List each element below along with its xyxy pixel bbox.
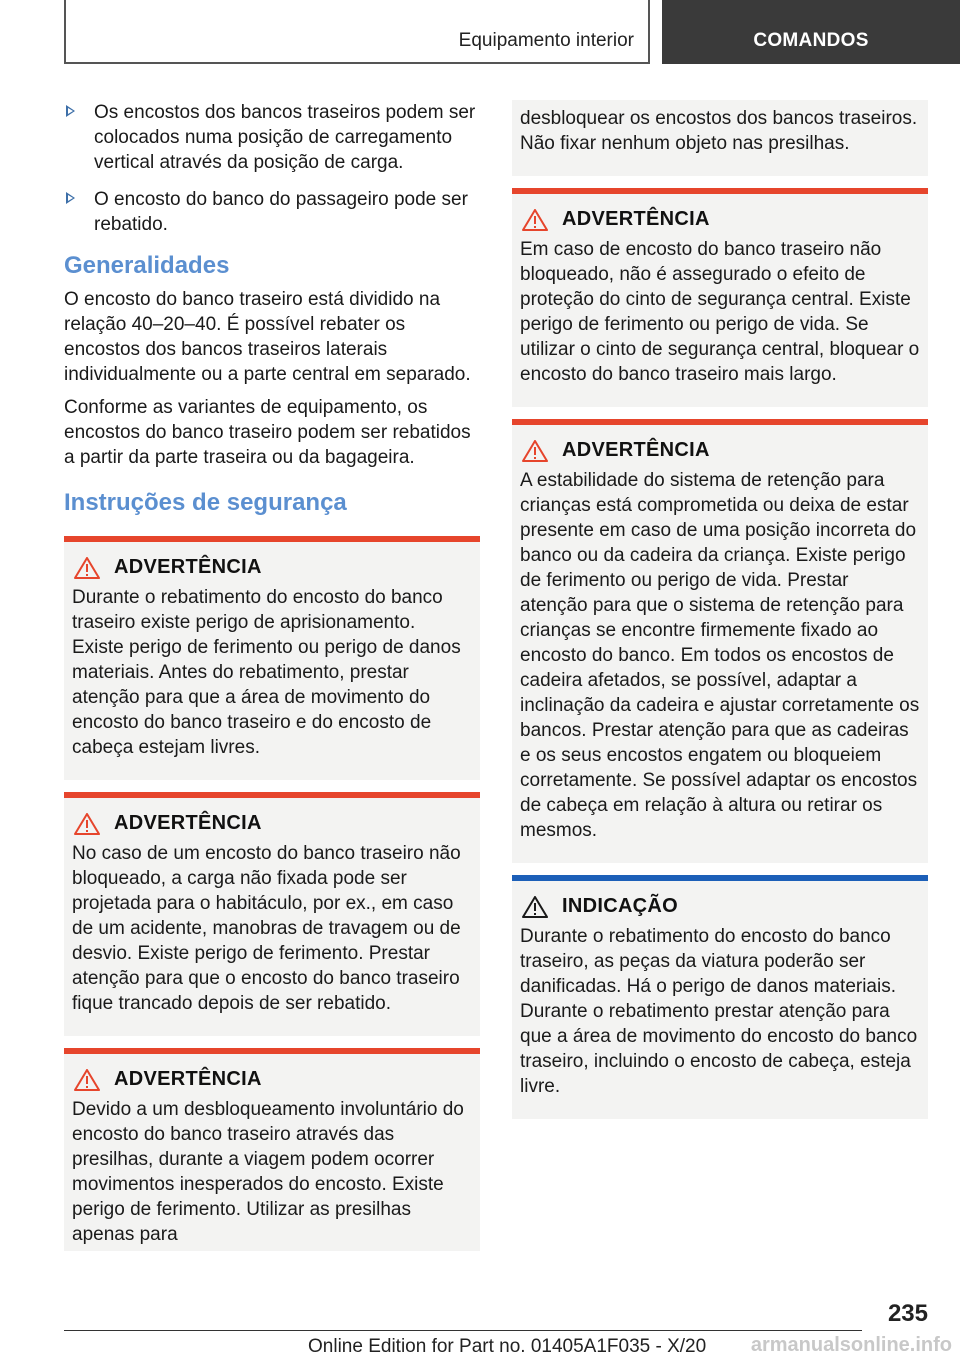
bullet-list xyxy=(64,100,480,237)
warning-header xyxy=(72,812,472,835)
note-header xyxy=(520,895,920,918)
warning-text: A estabilidade do sistema de retenção para crianças está comprometida ou deixa de estar presente em caso de uma posição incorreta do banco ou da cadeira da criança. Existe perigo de ferimento ou perigo de vida. Prestar atenção para que o sistema de retenção para crianças se encontre firmemente fixado ao encosto do banco. Em todos os encostos de cadeira afetados, se possível, adaptar a inclinação da cadeira e ajustar corretamente os bancos. Prestar atenção para que as cadeiras e os seus encostos engatem ou bloqueiem corretamente. Se possível adaptar os encostos de cabeça em relação à altura ou retirar os mesmos. xyxy=(520,470,920,841)
note-box xyxy=(512,875,928,1119)
warning-triangle-icon xyxy=(74,557,100,579)
right-column xyxy=(512,100,928,1119)
watermark-brand: armanualsonline.info xyxy=(750,1334,952,1356)
triangle-bullet-icon xyxy=(66,105,75,117)
list-item: O encosto do banco do passageiro pode ser rebatido. xyxy=(64,187,480,237)
warning-triangle-icon xyxy=(522,440,548,462)
warning-title: ADVERTÊNCIA xyxy=(114,1068,262,1090)
warning-title: ADVERTÊNCIA xyxy=(114,812,262,834)
warning-text: desbloquear os encostos dos bancos traseiros. Não fixar nenhum objeto nas presilhas. xyxy=(520,108,918,154)
paragraph: Conforme as variantes de equipamento, os encostos do banco traseiro podem ser rebatidos a partir da parte traseira ou da bagageira. xyxy=(64,397,471,468)
warning-triangle-icon xyxy=(74,1069,100,1091)
heading-safety: Instruções de segurança xyxy=(64,489,347,516)
warning-title: ADVERTÊNCIA xyxy=(114,556,262,578)
warning-text: Durante o rebatimento do encosto do banco traseiro existe perigo de aprisionamento. Existe perigo de ferimento ou perigo de danos materiais. Antes do rebatimento, prestar atenção para que a área de movimento do encosto do banco traseiro e do encosto de cabeça estejam livres. xyxy=(72,587,461,758)
list-item: Os encostos dos bancos traseiros podem ser colocados numa posição de carregamento vertical através da posição de carga. xyxy=(64,100,480,175)
warning-box xyxy=(64,792,480,1036)
warning-box xyxy=(512,419,928,863)
page-number: 235 xyxy=(887,1300,928,1327)
warning-header xyxy=(520,439,920,462)
triangle-bullet-icon xyxy=(66,192,75,204)
warning-title: ADVERTÊNCIA xyxy=(562,208,710,230)
section-title: Equipamento interior xyxy=(458,30,634,51)
warning-box-continued xyxy=(512,100,928,176)
footer-divider xyxy=(64,1330,862,1331)
warning-title: ADVERTÊNCIA xyxy=(562,439,710,461)
note-text: Durante o rebatimento do encosto do banco traseiro, as peças da viatura poderão ser danificadas. Há o perigo de danos materiais. Durante o rebatimento prestar atenção para que a área de movimento do encosto do banco traseiro, incluindo o encosto de cabeça, esteja livre. xyxy=(520,926,918,1097)
paragraph: O encosto do banco traseiro está dividido na relação 40–20–40. É possível rebater os encostos dos bancos traseiros laterais individualmente ou a parte central em separado. xyxy=(64,289,471,385)
warning-header xyxy=(520,208,920,231)
warning-triangle-icon xyxy=(522,896,548,918)
chapter-tab xyxy=(662,0,960,64)
warning-text: Em caso de encosto do banco traseiro não bloqueado, não é assegurado o efeito de proteção do cinto de segurança central. Existe perigo de ferimento ou perigo de vida. Se utilizar o cinto de segurança central, bloquear o encosto do banco traseiro mais largo. xyxy=(520,239,920,385)
edition-text: Online Edition for Part no. 01405A1F035 - X/20 xyxy=(308,1336,707,1357)
warning-triangle-icon xyxy=(522,209,548,231)
note-title: INDICAÇÃO xyxy=(562,895,679,917)
warning-box xyxy=(512,188,928,407)
left-column xyxy=(64,100,480,1251)
chapter-title: COMANDOS xyxy=(753,30,869,51)
warning-box xyxy=(64,536,480,780)
heading-general: Generalidades xyxy=(64,252,230,279)
warning-text: No caso de um encosto do banco traseiro não bloqueado, a carga não fixada pode ser projetada para o habitáculo, por ex., em caso de um acidente, manobras de travagem ou de desvio. Existe perigo de ferimento. Prestar atenção para que o encosto do banco traseiro fique trancado depois de ser rebatido. xyxy=(72,843,461,1014)
warning-box xyxy=(64,1048,480,1251)
warning-header xyxy=(72,556,472,579)
section-header xyxy=(64,0,650,64)
warning-header xyxy=(72,1068,472,1091)
warning-triangle-icon xyxy=(74,813,100,835)
warning-text: Devido a um desbloqueamento involuntário do encosto do banco traseiro através das presilhas, durante a viagem podem ocorrer movimentos inesperados do encosto. Existe perigo de ferimento. Utilizar as presilhas apenas para xyxy=(72,1099,464,1245)
